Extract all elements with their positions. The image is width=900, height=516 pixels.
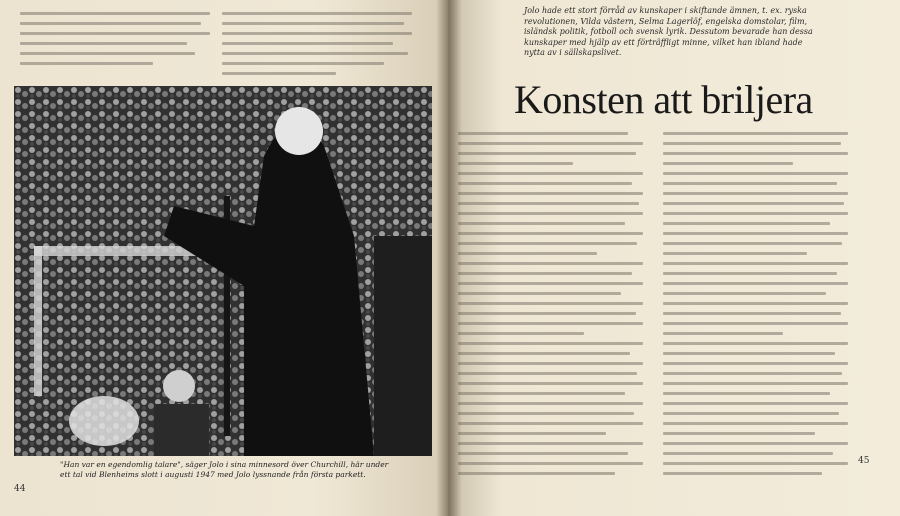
left-text-column-1 bbox=[20, 12, 210, 72]
page-number-right: 45 bbox=[858, 456, 870, 466]
intro-paragraph: Jolo hade ett stort förråd av kunskaper i skiftande ämnen, t. ex. ryska revolutionen, Vilda västern, Selma Lagerlöf, engelska domstolar, film, isländsk politik, fotboll och svensk lyrik. Dessutom bevarade han dessa kunskaper med hjälp av ett förträffligt minne, vilket han ibland hade nytta av i sällskapslivet. bbox=[524, 6, 813, 57]
right-text-column-2 bbox=[663, 132, 848, 482]
left-text-column-2 bbox=[222, 12, 412, 82]
left-page bbox=[0, 0, 448, 516]
right-text-column-1 bbox=[458, 132, 643, 482]
churchill-speech-photo bbox=[14, 86, 432, 456]
chapter-headline: Konsten att briljera bbox=[514, 77, 813, 122]
page-number-left: 44 bbox=[14, 484, 26, 494]
photo-caption: "Han var en egendomlig talare", säger Jolo i sina minnesord över Churchill, här under ett tal vid Blenheims slott i augusti 1947 med Jolo lyssnande från första parkett. bbox=[60, 460, 389, 479]
book-gutter bbox=[436, 0, 462, 516]
